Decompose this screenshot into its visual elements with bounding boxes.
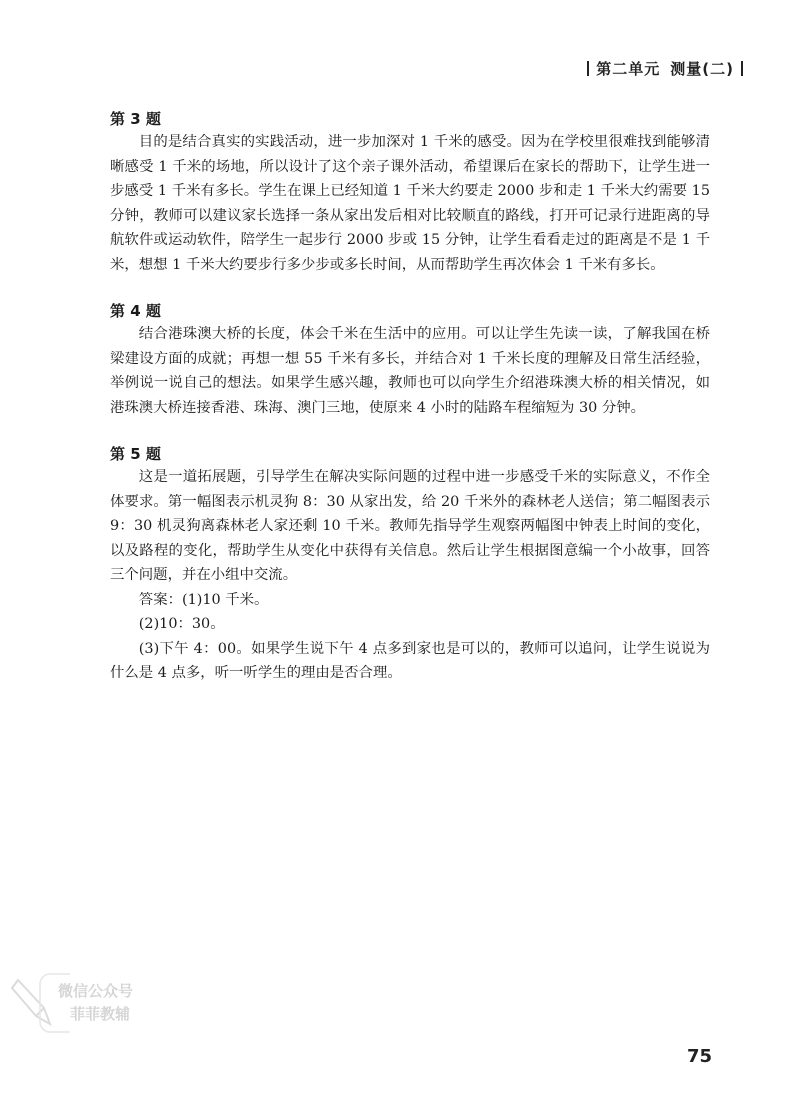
- watermark-line-1: 微信公众号: [58, 982, 134, 1000]
- watermark: [10, 968, 150, 1038]
- section-title: 第 5 题: [110, 445, 161, 463]
- header-unit: 第二单元: [596, 60, 661, 78]
- section-question-4: [110, 300, 710, 420]
- watermark-line-2: 菲菲教辅: [70, 1005, 131, 1023]
- page-content: [110, 108, 710, 709]
- answer-line-2: (2)10：30。: [138, 616, 225, 632]
- page-number: 75: [686, 1046, 712, 1067]
- header-divider-right: [741, 61, 743, 76]
- section-title: 第 3 题: [110, 110, 161, 128]
- section-paragraph: 这是一道拓展题，引导学生在解决实际问题的过程中进一步感受千米的实际意义，不作全体要求。第一幅图表示机灵狗 8：30 从家出发，给 20 千米外的森林老人送信；第二幅图表示 9：30 机灵狗离森林老人家还剩 10 千米。教师先指导学生观察两幅图中钟表上时间的变化，以及路程的变化，帮助学生从变化中获得有关信息。然后让学生根据图意编一个小故事，回答三个问题，并在小组中交流。: [110, 469, 710, 583]
- section-question-5: [110, 443, 710, 686]
- section-paragraph: 结合港珠澳大桥的长度，体会千米在生活中的应用。可以让学生先读一读，了解我国在桥梁建设方面的成就；再想一想 55 千米有多长，并结合对 1 千米长度的理解及日常生活经验，举例说一说自己的想法。如果学生感兴趣，教师也可以向学生介绍港珠澳大桥的相关情况，如港珠澳大桥连接香港、珠海、澳门三地，使原来 4 小时的陆路车程缩短为 30 分钟。: [110, 326, 710, 416]
- pencil-icon: [10, 968, 70, 1038]
- section-question-3: [110, 108, 710, 277]
- header-topic: 测量(二): [670, 60, 734, 78]
- section-paragraph: 目的是结合真实的实践活动，进一步加深对 1 千米的感受。因为在学校里很难找到能够清晰感受 1 千米的场地，所以设计了这个亲子课外活动，希望课后在家长的帮助下，让学生进一步感受 1 千米有多长。学生在课上已经知道 1 千米大约要走 2000 步和走 1 千米大约需要 15 分钟，教师可以建议家长选择一条从家出发后相对比较顺直的路线，打开可记录行进距离的导航软件或运动软件，陪学生一起步行 2000 步或 15 分钟，让学生看看走过的距离是不是 1 千米，想想 1 千米大约要步行多少步或多长时间，从而帮助学生再次体会 1 千米有多长。: [110, 134, 710, 273]
- header-divider-left: [587, 61, 589, 76]
- answer-line-3: (3)下午 4：00。如果学生说下午 4 点多到家也是可以的，教师可以追问，让学生说说为什么是 4 点多，听一听学生的理由是否合理。: [110, 640, 710, 681]
- page-header: [580, 58, 750, 79]
- answer-line-1: 答案：(1)10 千米。: [138, 591, 269, 608]
- section-title: 第 4 题: [110, 302, 161, 320]
